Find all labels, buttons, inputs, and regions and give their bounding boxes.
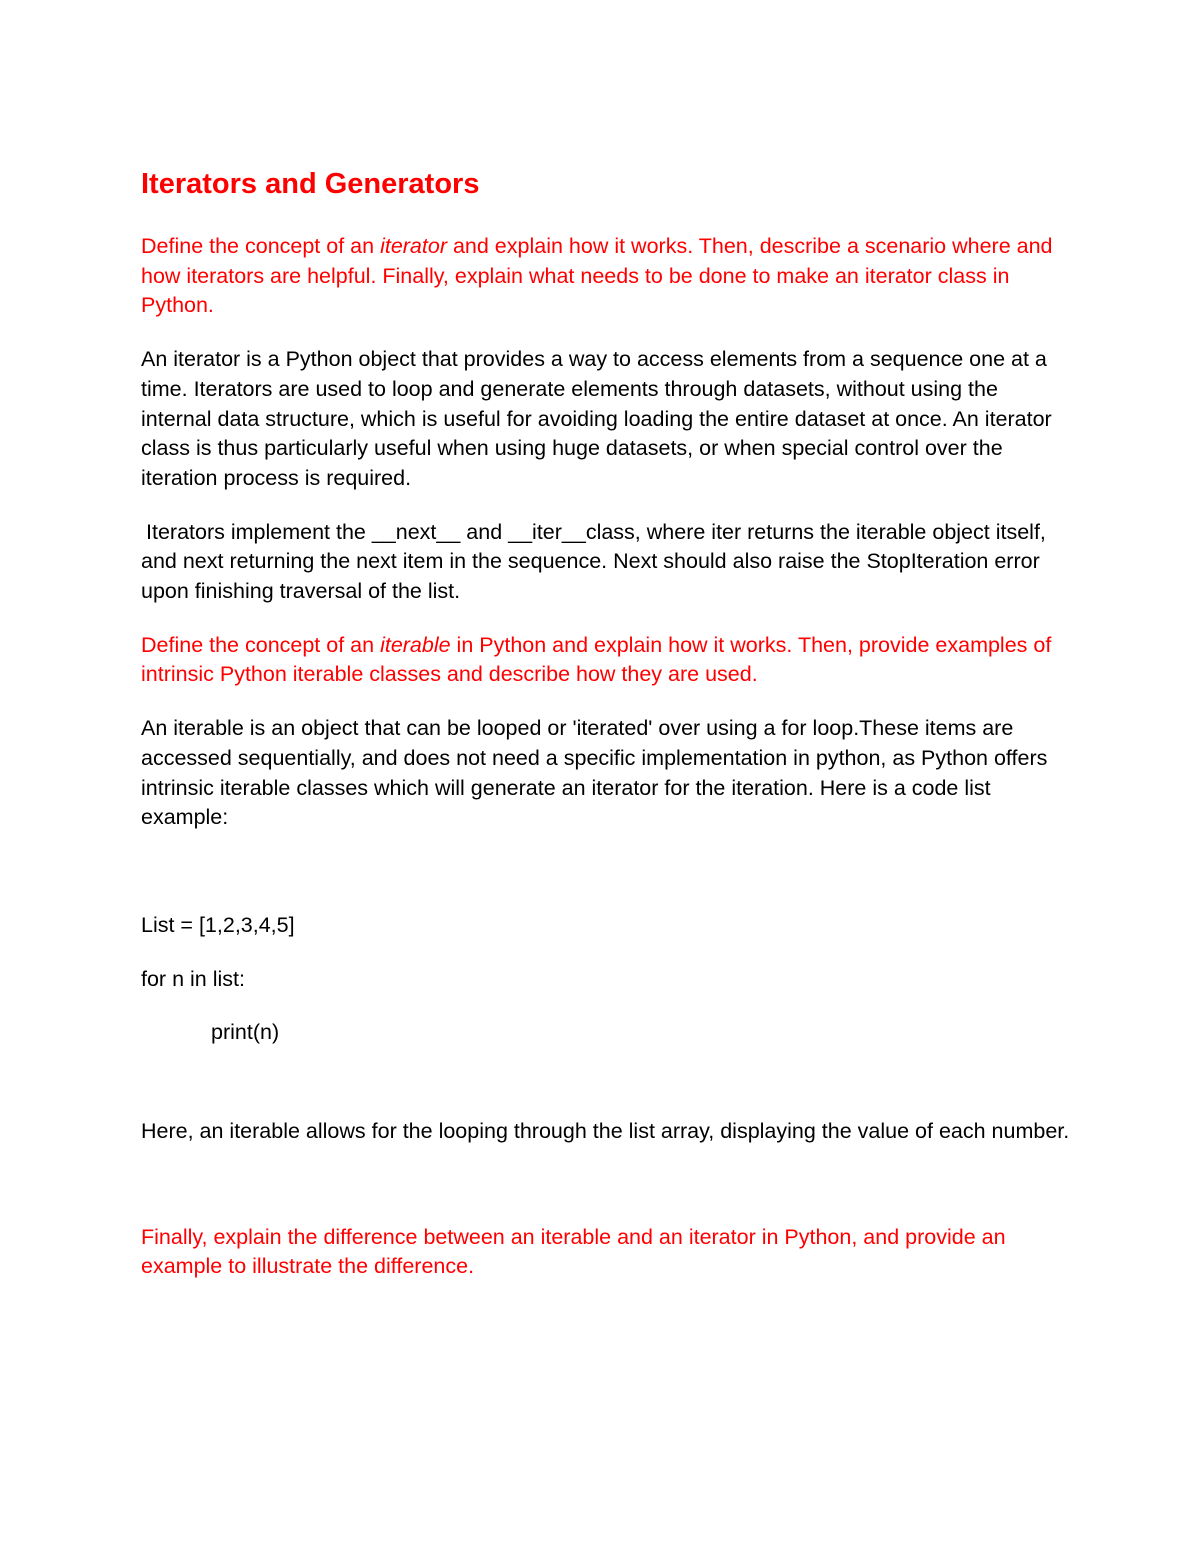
code-line-1: List = [1,2,3,4,5] xyxy=(141,912,295,937)
question-iterable-emphasis: iterable xyxy=(380,632,451,657)
question-iterator-after: and explain how it works. Then, describe a scenario where and how iterators are helpful. Finally, explain what needs to be done to make an iterator class in Python. xyxy=(141,234,1053,318)
question-iterable xyxy=(141,631,1071,690)
answer-iterator-paragraph-1: An iterator is a Python object that provides a way to access elements from a sequence one at a time. Iterators are used to loop and generate elements through datasets, without using the internal data structure, which is useful for avoiding loading the entire dataset at once. An iterator class is thus particularly useful when using huge datasets, or when special control over the iteration process is required. xyxy=(141,347,1052,490)
question-iterator xyxy=(141,232,1071,321)
answer-iterable-paragraph-1: An iterable is an object that can be looped or 'iterated' over using a for loop.These items are accessed sequentially, and does not need a specific implementation in python, as Python offers intrinsic iterable classes which will generate an iterator for the iteration. Here is a code list example: xyxy=(141,716,1048,830)
code-line-2: for n in list: xyxy=(141,966,245,991)
answer-iterator-paragraph-2: Iterators implement the __next__ and __iter__class, where iter returns the iterable object itself, and next returning the next item in the sequence. Next should also raise the StopIteration error upon finishing traversal of the list. xyxy=(141,519,1046,604)
spacer xyxy=(141,857,1071,911)
question-iterator-emphasis: iterator xyxy=(380,234,447,258)
code-line-3: print(n) xyxy=(211,1020,280,1045)
spacer xyxy=(141,1171,1071,1223)
answer-iterable-paragraph-2: Here, an iterable allows for the looping through the list array, displaying the value of each number. xyxy=(141,1119,1070,1144)
document-title: Iterators and Generators xyxy=(141,168,480,200)
document-body xyxy=(141,166,1071,1306)
question-iterable-before: Define the concept of an xyxy=(141,632,381,657)
question-iterator-before: Define the concept of an xyxy=(141,234,381,258)
question-iterable-after: in Python and explain how it works. Then, provide examples of intrinsic Python iterable classes and describe how they are used. xyxy=(141,632,1052,687)
spacer xyxy=(141,1072,1071,1117)
question-difference: Finally, explain the difference between an iterable and an iterator in Python, and provide an example to illustrate the difference. xyxy=(141,1224,1006,1279)
